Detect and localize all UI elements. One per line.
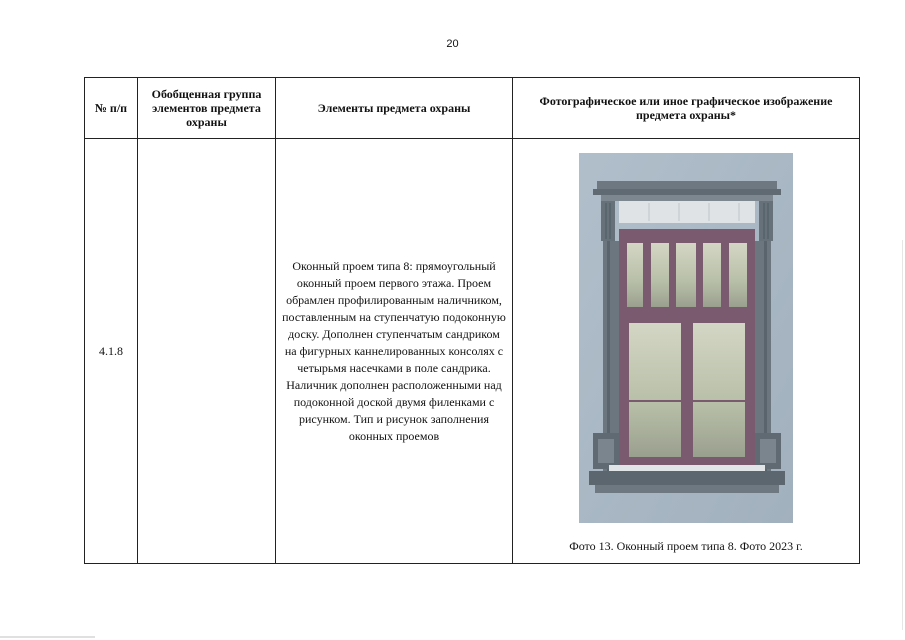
- photo-wrap: [513, 139, 859, 563]
- header-photo: Фотографическое или иное графическое изображение предмета охраны*: [513, 78, 860, 139]
- row-num: 4.1.8: [85, 139, 138, 564]
- photo-caption: Фото 13. Оконный проем типа 8. Фото 2023 г.: [569, 539, 803, 553]
- row-elements: Оконный проем типа 8: прямоугольный оконный проем первого этажа. Проем обрамлен профилированным наличником, поставленным на ступенчатую подоконную доску. Дополнен ступенчатым сандриком на фигурных каннелированных консолях с четырьмя насечками в поле сандрика. Наличник дополнен расположенными над подоконной доской двумя филенками с рисунком. Тип и рисунок заполнения оконных проемов: [276, 139, 513, 564]
- table-row: [85, 139, 860, 564]
- header-group: Обобщенная группа элементов предмета охраны: [138, 78, 276, 139]
- page-number: 20: [446, 38, 459, 50]
- header-num: № п/п: [85, 78, 138, 139]
- scan-edge-line: [902, 240, 903, 630]
- protection-elements-table: [84, 77, 860, 564]
- table-header-row: [85, 78, 860, 139]
- row-group: [138, 139, 276, 564]
- window-photo: [579, 153, 793, 523]
- row-photo-cell: [513, 139, 860, 564]
- scan-bottom-line: [0, 636, 95, 638]
- header-elements: Элементы предмета охраны: [276, 78, 513, 139]
